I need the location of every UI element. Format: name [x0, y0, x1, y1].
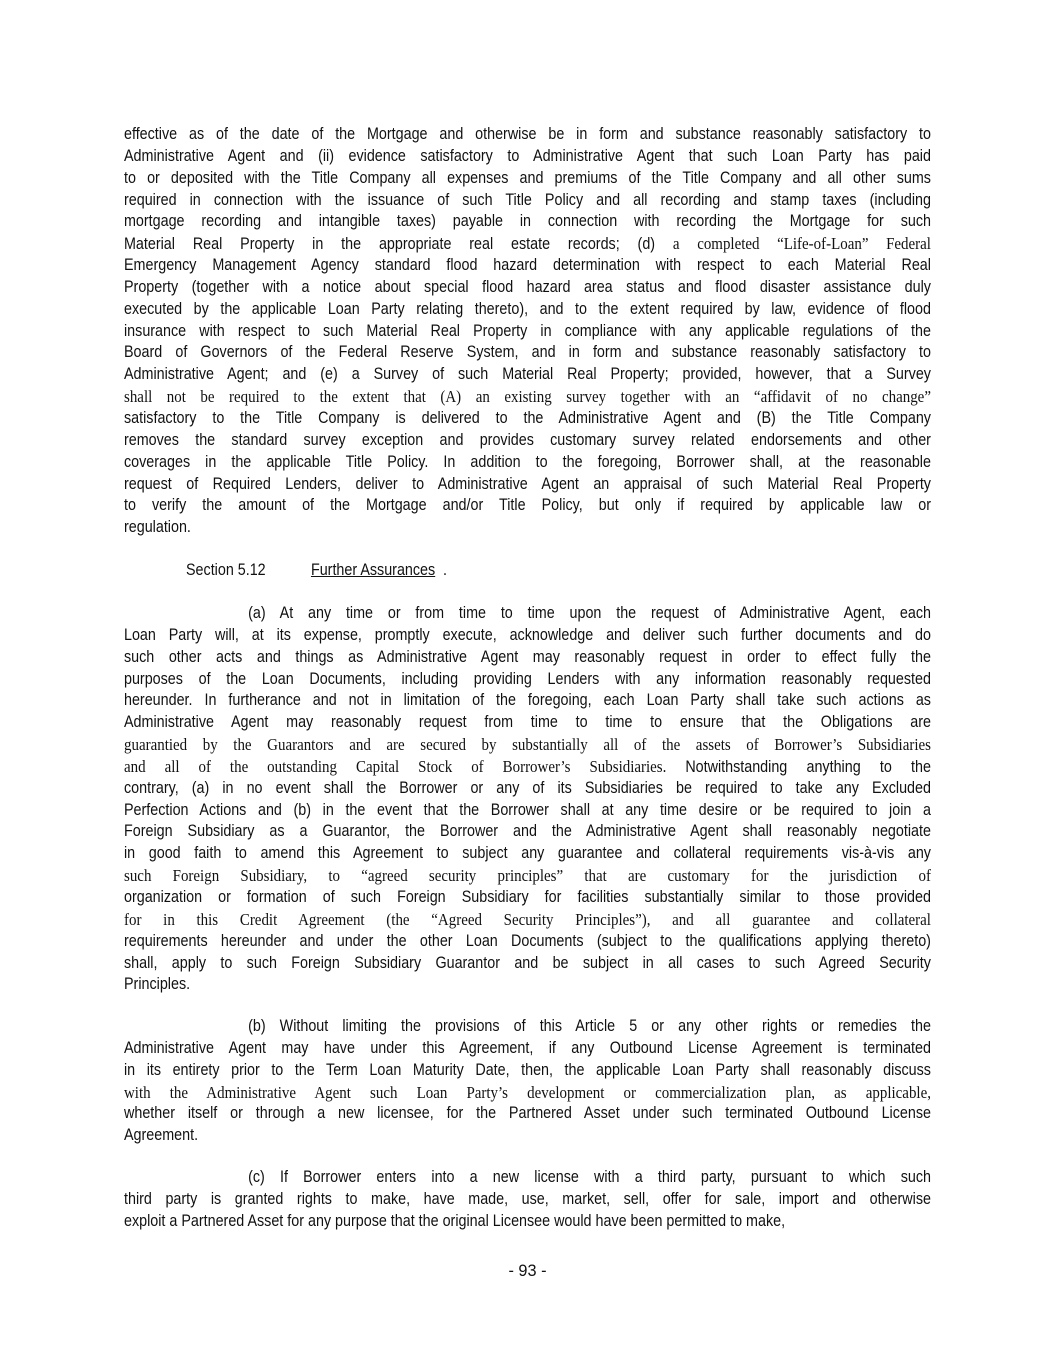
- text-segment: Administrative Agent and (ii) evidence satisfactory to Administrative Agent that such Loan Party has paid: [124, 146, 931, 165]
- text-line: [124, 1125, 931, 1147]
- text-segment: shall, apply to such Foreign Subsidiary Guarantor and be subject in all cases to such Agreed Security: [124, 953, 931, 972]
- text-segment: exploit a Partnered Asset for any purpose that the original Licensee would have been permitted to make,: [124, 1211, 786, 1230]
- text-line: [124, 931, 931, 953]
- page-number: - 93 -: [508, 1262, 547, 1280]
- section-heading: [186, 561, 447, 580]
- text-line: [124, 1189, 931, 1211]
- text-line: [124, 474, 931, 496]
- text-line: [124, 1082, 931, 1104]
- text-segment: to verify the amount of the Mortgage and/or Title Policy, but only if required by applicable law or: [124, 496, 931, 515]
- text-segment: contrary, (a) in no event shall the Borrower or any of its Subsidiaries be required to take any Excluded: [124, 778, 931, 797]
- text-line: [124, 778, 931, 800]
- text-line: [124, 647, 931, 669]
- text-line: [124, 386, 931, 408]
- text-segment: with the Administrative Agent such Loan Party’s development or commercialization plan, as applicable,: [124, 1082, 931, 1102]
- text-segment: Property (together with a notice about special flood hazard area status and flood disaster assistance duly: [124, 277, 931, 296]
- text-line: [124, 821, 931, 843]
- text-segment: (b) Without limiting the provisions of this Article 5 or any other rights or remedies the: [248, 1017, 931, 1035]
- text-line: [124, 734, 931, 756]
- text-line: [124, 146, 931, 168]
- text-segment: coverages in the applicable Title Policy. In addition to the foregoing, Borrower shall, at the reasonable: [124, 452, 931, 471]
- paragraph-b: [124, 1016, 1041, 1147]
- text-line: [124, 843, 931, 865]
- text-segment: to or deposited with the Title Company all expenses and premiums of the Title Company and all other sums: [124, 168, 931, 187]
- text-segment: insurance with respect to such Material Real Property in compliance with any applicable regulations of the: [124, 321, 931, 340]
- paragraph-a: [124, 603, 1041, 996]
- text-line: [124, 712, 931, 734]
- text-line: [124, 211, 931, 233]
- text-segment: request of Required Lenders, deliver to Administrative Agent an appraisal of such Material Real Property: [124, 474, 931, 493]
- text-line: [124, 1016, 931, 1038]
- text-segment: Administrative Agent may have under this Agreement, if any Outbound License Agreement is terminated: [124, 1038, 931, 1057]
- text-line: [124, 299, 931, 321]
- text-segment: Administrative Agent; and (e) a Survey of such Material Real Property; provided, however, that a Survey: [124, 365, 931, 384]
- text-line: [124, 953, 931, 975]
- text-segment: third party is granted rights to make, have made, use, market, sell, offer for sale, import and otherwise: [124, 1189, 931, 1208]
- text-segment: shall not be required to the extent that (A) an existing survey together with an “affidavit of no change”: [124, 387, 931, 407]
- text-segment: (a) At any time or from time to time upon the request of Administrative Agent, each: [248, 604, 931, 622]
- text-segment: Principles.: [124, 975, 191, 994]
- text-segment: Perfection Actions and (b) in the event that the Borrower shall at any time desire or be required to join a: [124, 800, 931, 819]
- text-segment: purposes of the Loan Documents, including providing Lenders with any information reasonably requested: [124, 669, 931, 688]
- text-segment: mortgage recording and intangible taxes) payable in connection with recording the Mortgage for such: [124, 212, 931, 231]
- text-segment: guarantied by the Guarantors and are secured by substantially all of the assets of Borrower’s Subsidiaries: [124, 735, 931, 755]
- text-segment: for in this Credit Agreement (the “Agreed Security Principles”), and all guarantee and collateral: [124, 909, 931, 929]
- text-segment: (c) If Borrower enters into a new license with a third party, pursuant to which such: [248, 1168, 931, 1186]
- section-title: Further Assurances: [310, 561, 436, 579]
- text-line: [124, 974, 931, 996]
- text-line: [124, 168, 931, 190]
- text-line: [124, 190, 931, 212]
- text-segment: satisfactory to the Title Company is delivered to the Administrative Agent and (B) the Title Company: [124, 408, 931, 427]
- text-line: [124, 625, 931, 647]
- text-line: [124, 1060, 931, 1082]
- text-segment: in its entirety prior to the Term Loan Maturity Date, then, the applicable Loan Party shall reasonably discuss: [124, 1060, 931, 1079]
- text-segment: Foreign Subsidiary as a Guarantor, the Borrower and the Administrative Agent shall reasonably negotiate: [124, 822, 931, 841]
- text-line: [124, 342, 931, 364]
- text-line: [124, 408, 931, 430]
- text-line: [124, 495, 931, 517]
- text-segment: whether itself or through a new licensee, for the Partnered Asset under such terminated Outbound License: [124, 1104, 931, 1123]
- text-segment: in good faith to amend this Agreement to subject any guarantee and collateral requirements vis-à-vis any: [124, 844, 931, 863]
- text-line: [124, 364, 931, 386]
- paragraph-c: [124, 1167, 1041, 1233]
- text-segment: Agreement.: [124, 1126, 199, 1145]
- text-line: [124, 1211, 931, 1233]
- text-line: [124, 452, 931, 474]
- text-segment: Administrative Agent may reasonably request from time to time to ensure that the Obligations are: [124, 713, 931, 732]
- text-line: [124, 1167, 931, 1189]
- text-line: [124, 430, 931, 452]
- text-segment: requirements hereunder and under the other Loan Documents (subject to the qualifications applying thereto): [124, 931, 931, 950]
- text-line: [124, 603, 931, 625]
- text-segment: removes the standard survey exception and provides customary survey related endorsements and other: [124, 430, 931, 449]
- text-segment: effective as of the date of the Mortgage and otherwise be in form and substance reasonably satisfactory to: [124, 125, 931, 143]
- text-segment: required in connection with the issuance of such Title Policy and all recording and stamp taxes (including: [124, 190, 931, 209]
- text-segment: Loan Party will, at its expense, promptly execute, acknowledge and deliver such further documents and do: [124, 625, 931, 644]
- text-line: [124, 124, 931, 146]
- paragraph-title-requirements: [124, 124, 1041, 539]
- section-title-period: .: [442, 561, 447, 579]
- text-line: [124, 669, 931, 691]
- text-segment: Emergency Management Agency standard flood hazard determination with respect to each Material Real: [124, 256, 931, 275]
- text-line: [124, 321, 931, 343]
- text-segment: such other acts and things as Administrative Agent may reasonably request in order to effect fully the: [124, 647, 931, 666]
- text-segment: such Foreign Subsidiary, to “agreed security principles” that are customary for the jurisdiction of: [124, 866, 931, 886]
- text-line: [124, 517, 931, 539]
- text-line: [124, 887, 931, 909]
- text-line: [124, 277, 931, 299]
- text-line: [124, 865, 931, 887]
- text-line: [124, 756, 931, 778]
- text-line: [124, 909, 931, 931]
- text-segment: executed by the applicable Loan Party relating thereto), and to the extent required by law, evidence of flood: [124, 299, 931, 318]
- text-segment: regulation.: [124, 518, 191, 537]
- text-segment: Material Real Property in the appropriate real estate records; (d): [124, 235, 673, 254]
- text-line: [124, 1103, 931, 1125]
- text-segment: Notwithstanding anything to the: [685, 757, 931, 776]
- text-segment: and all of the outstanding Capital Stock of Borrower’s Subsidiaries.: [124, 756, 686, 776]
- text-segment: a completed “Life-of-Loan” Federal: [672, 234, 931, 254]
- text-segment: organization or formation of such Foreign Subsidiary for facilities substantially similar to those provided: [124, 887, 931, 906]
- text-line: [124, 233, 931, 255]
- text-line: [124, 1038, 931, 1060]
- text-segment: Board of Governors of the Federal Reserve System, and in form and substance reasonably satisfactory to: [124, 343, 931, 362]
- text-line: [124, 800, 931, 822]
- text-segment: hereunder. In furtherance and not in limitation of the foregoing, each Loan Party shall take such actions as: [124, 691, 931, 710]
- section-number: Section 5.12: [186, 561, 266, 579]
- text-line: [124, 690, 931, 712]
- text-line: [124, 255, 931, 277]
